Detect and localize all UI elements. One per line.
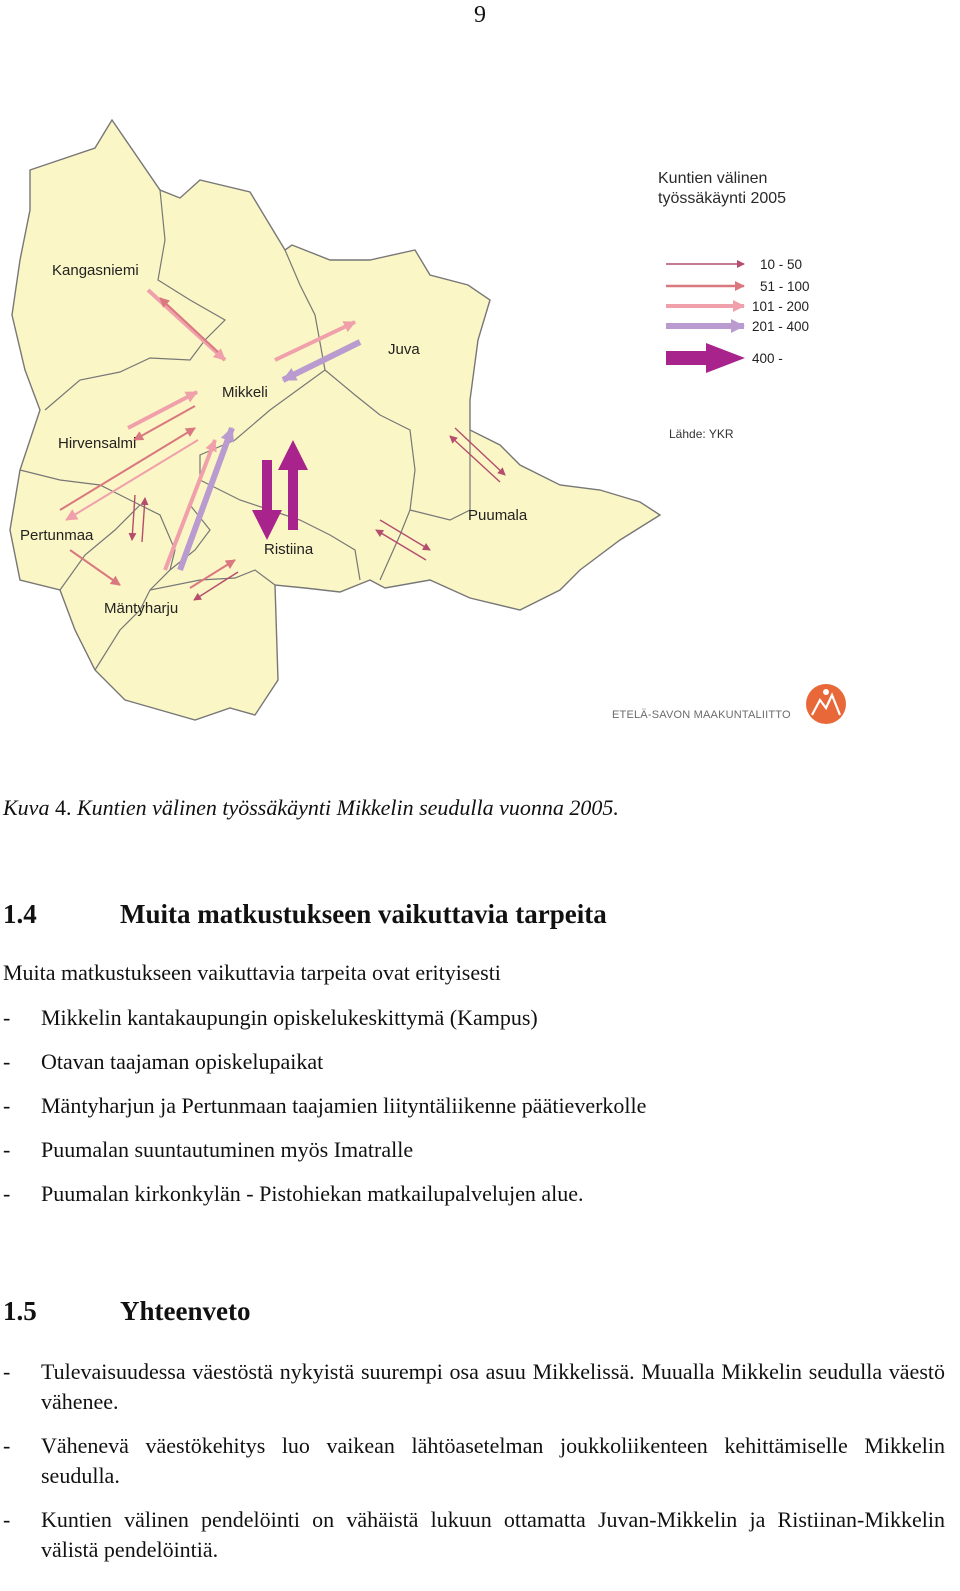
label-juva: Juva [388, 341, 420, 358]
list-item: - Mikkelin kantakaupungin opiskelukeskittymä (Kampus) [3, 1005, 538, 1030]
section-intro-paragraph: Muita matkustukseen vaikuttavia tarpeita ovat erityisesti [3, 960, 501, 985]
label-ristiina: Ristiina [264, 541, 314, 558]
summary-list [3, 1357, 945, 1579]
list-item: - Mäntyharjun ja Pertunmaan taajamien liityntäliikenne päätieverkolle [3, 1093, 647, 1118]
page-number: 9 [474, 2, 486, 28]
label-kangasniemi: Kangasniemi [52, 262, 139, 279]
legend-label-400: 400 - [752, 351, 783, 366]
label-hirvensalmi: Hirvensalmi [58, 435, 137, 452]
commuting-map [0, 110, 960, 740]
figure-caption [3, 795, 619, 821]
list-item: - Vähenevä väestökehitys luo vaikean lähtöasetelman joukkoliikenteen kehittämiselle Mikkelin seudulla. [3, 1433, 945, 1488]
logo-text: ETELÄ-SAVON MAAKUNTALIITTO [612, 709, 791, 721]
label-mantyharju: Mäntyharju [104, 600, 179, 617]
commuting-map-figure [0, 110, 960, 740]
list-item: - Kuntien välinen pendelöinti on vähäistä lukuun ottamatta Juvan-Mikkelin ja Ristiinan-Mikkelin välistä pendelöintiä. [3, 1507, 945, 1562]
list-item: - Puumalan suuntautuminen myös Imatralle [3, 1137, 414, 1162]
etela-savon-maakuntaliitto-logo [612, 684, 846, 724]
list-item: - Tulevaisuudessa väestöstä nykyistä suurempi osa asuu Mikkelissä. Muualla Mikkelin seudulla väestö vähenee. [3, 1359, 945, 1414]
legend-title-line2: työssäkäynti 2005 [658, 190, 787, 207]
legend-label-10-50: 10 - 50 [760, 257, 803, 272]
map-legend [658, 170, 810, 441]
caption-prefix: Kuva [3, 795, 50, 820]
needs-list [3, 1005, 945, 1225]
section-number: 1.5 [3, 1296, 37, 1326]
section-title: Muita matkustukseen vaikuttavia tarpeita [120, 899, 607, 929]
list-item: - Puumalan kirkonkylän - Pistohiekan matkailupalvelujen alue. [3, 1181, 584, 1206]
section-title: Yhteenveto [120, 1296, 251, 1326]
list-item: - Otavan taajaman opiskelupaikat [3, 1049, 324, 1074]
caption-number: 4. [54, 795, 72, 820]
legend-title-line1: Kuntien välinen [658, 170, 768, 187]
label-puumala: Puumala [468, 507, 528, 524]
section-heading-1-4 [3, 898, 607, 930]
region-outline [10, 120, 660, 720]
section-number: 1.4 [3, 899, 37, 929]
legend-arrow-400 [666, 343, 745, 373]
legend-label-51-100: 51 - 100 [760, 279, 810, 294]
legend-label-101-200: 101 - 200 [752, 299, 810, 314]
section-heading-1-5 [3, 1295, 250, 1327]
legend-label-201-400: 201 - 400 [752, 319, 810, 334]
label-mikkeli: Mikkeli [222, 384, 268, 401]
label-pertunmaa: Pertunmaa [20, 527, 94, 544]
caption-text: Kuntien välinen työssäkäynti Mikkelin seudulla vuonna 2005. [76, 795, 619, 820]
source-note: Lähde: YKR [669, 427, 734, 441]
